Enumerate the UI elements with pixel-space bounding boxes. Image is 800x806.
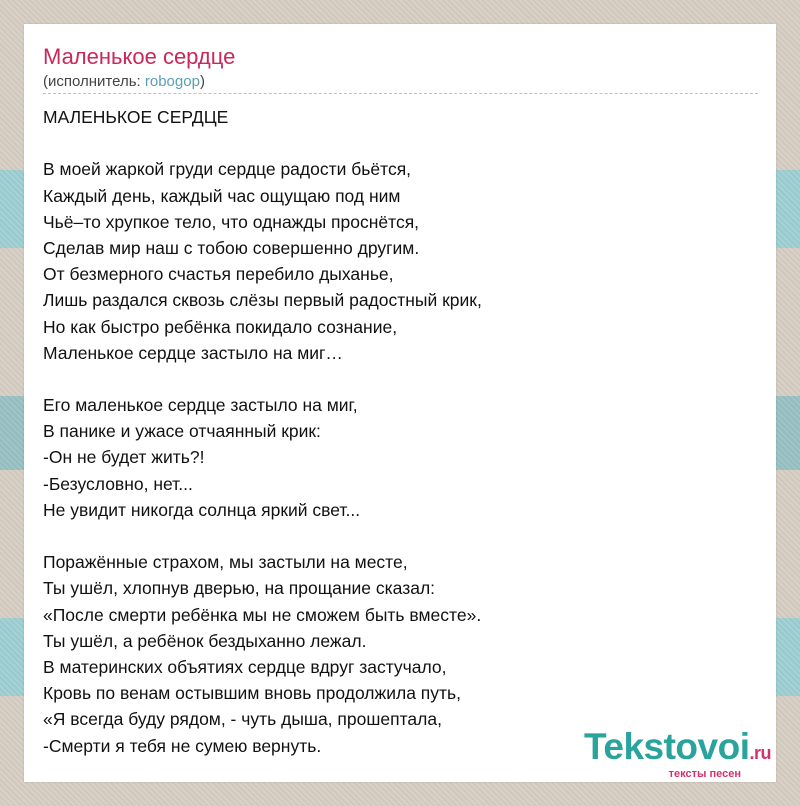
lyrics-line: Ты ушёл, а ребёнок бездыханно лежал. — [43, 630, 367, 651]
lyrics-line: Каждый день, каждый час ощущаю под ним — [43, 185, 401, 206]
logo-word: Tekstovoi — [584, 726, 750, 767]
lyrics-blank-line — [43, 523, 743, 549]
lyrics-line: -Безусловно, нет... — [43, 473, 193, 494]
lyrics-line: В панике и ужасе отчаянный крик: — [43, 421, 321, 442]
artist-prefix: (исполнитель: — [43, 73, 145, 90]
lyrics-line: -Он не будет жить?! — [43, 447, 205, 468]
logo-wordmark — [584, 728, 771, 772]
lyrics-line: «Я всегда буду рядом, - чуть дыша, прошептала, — [43, 709, 442, 730]
artist-line — [43, 73, 205, 91]
artist-link[interactable]: robogop — [144, 73, 200, 90]
lyrics-line: Поражённые страхом, мы застыли на месте, — [43, 552, 408, 573]
artist-suffix: ) — [199, 73, 205, 90]
lyrics-line: Ты ушёл, хлопнув дверью, на прощание сказал: — [43, 578, 436, 599]
logo-tagline: тексты песен — [668, 768, 741, 780]
lyrics-card — [24, 24, 776, 782]
lyrics-line: От безмерного счастья перебило дыханье, — [43, 264, 394, 285]
lyrics-text — [43, 104, 743, 759]
lyrics-line: МАЛЕНЬКОЕ СЕРДЦЕ — [43, 107, 229, 127]
lyrics-line: Чьё–то хрупкое тело, что однажды проснётся, — [43, 211, 420, 232]
title-divider — [43, 93, 758, 94]
logo-tld: .ru — [749, 743, 771, 763]
lyrics-line: Но как быстро ребёнка покидало сознание, — [43, 316, 398, 337]
lyrics-blank-line — [43, 366, 743, 392]
lyrics-line: Его маленькое сердце застыло на миг, — [43, 395, 358, 416]
site-logo[interactable] — [584, 728, 771, 780]
lyrics-line: «После смерти ребёнка мы не сможем быть вместе». — [43, 604, 482, 625]
lyrics-line: Кровь по венам остывшим вновь продолжила путь, — [43, 683, 462, 704]
song-title: Маленькое сердце — [43, 44, 236, 69]
lyrics-blank-line — [43, 130, 743, 156]
lyrics-line: В материнских объятиях сердце вдруг застучало, — [43, 656, 447, 677]
lyrics-line: Маленькое сердце застыло на миг… — [43, 342, 343, 363]
lyrics-line: Сделав мир наш с тобою совершенно другим. — [43, 237, 420, 258]
lyrics-line: В моей жаркой груди сердце радости бьётся, — [43, 159, 412, 180]
lyrics-line: Лишь раздался сквозь слёзы первый радостный крик, — [43, 290, 482, 311]
lyrics-line: -Смерти я тебя не сумею вернуть. — [43, 735, 322, 756]
lyrics-line: Не увидит никогда солнца яркий свет... — [43, 499, 361, 520]
